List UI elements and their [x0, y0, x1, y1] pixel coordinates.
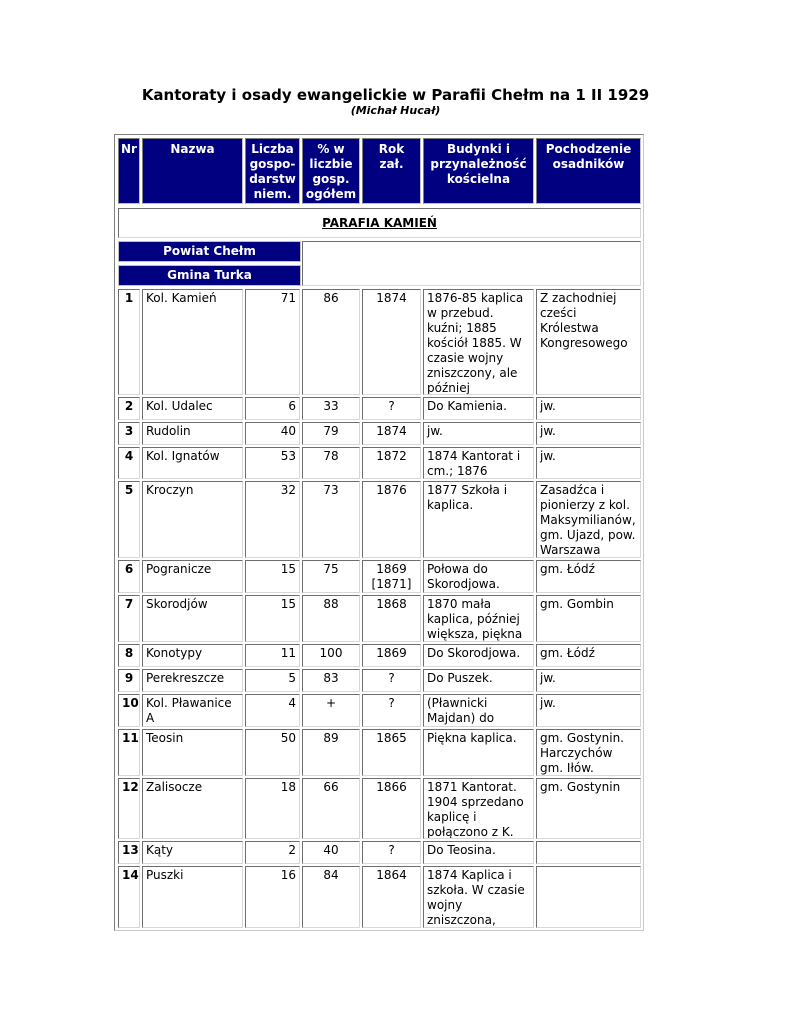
- powiat-band: Powiat Chełm: [118, 241, 301, 262]
- cell-nr: 1: [118, 289, 140, 395]
- header-procent: % w liczbie gosp. ogółem: [302, 138, 360, 204]
- cell-budynki: Połowa do Skorodjowa.: [423, 560, 534, 593]
- cell-pochodzenie: [536, 841, 641, 864]
- cell-nazwa: Perekreszcze: [142, 669, 243, 692]
- cell-nazwa: Skorodjów: [142, 595, 243, 642]
- cell-liczba: 15: [245, 560, 300, 593]
- cell-rok: ?: [362, 669, 421, 692]
- cell-rok: ?: [362, 694, 421, 727]
- cell-budynki: 1871 Kantorat. 1904 sprzedano kaplicę i połączono z K.: [423, 778, 534, 839]
- cell-nr: 6: [118, 560, 140, 593]
- cell-procent: 89: [302, 729, 360, 776]
- cell-liczba: 16: [245, 866, 300, 928]
- cell-liczba: 6: [245, 397, 300, 420]
- cell-liczba: 40: [245, 422, 300, 445]
- header-liczba: Liczba gospo-darstw niem.: [245, 138, 300, 204]
- cell-budynki: Do Skorodjowa.: [423, 644, 534, 667]
- cell-pochodzenie: Z zachodniej cześci Królestwa Kongresowego: [536, 289, 641, 395]
- cell-rok: 1876: [362, 481, 421, 558]
- cell-procent: 84: [302, 866, 360, 928]
- cell-procent: 73: [302, 481, 360, 558]
- cell-budynki: 1874 Kantorat i cm.; 1876: [423, 447, 534, 479]
- cell-nr: 7: [118, 595, 140, 642]
- cell-liczba: 32: [245, 481, 300, 558]
- cell-budynki: 1870 mała kaplica, później większa, piękna: [423, 595, 534, 642]
- cell-rok: 1866: [362, 778, 421, 839]
- cell-procent: 83: [302, 669, 360, 692]
- cell-nazwa: Konotypy: [142, 644, 243, 667]
- cell-pochodzenie: jw.: [536, 397, 641, 420]
- cell-budynki: 1876-85 kaplica w przebud. kuźni; 1885 kościół 1885. W czasie wojny zniszczony, ale później: [423, 289, 534, 395]
- cell-procent: 86: [302, 289, 360, 395]
- cell-nr: 14: [118, 866, 140, 928]
- cell-rok: 1868: [362, 595, 421, 642]
- cell-liczba: 2: [245, 841, 300, 864]
- cell-procent: 33: [302, 397, 360, 420]
- parafia-heading: PARAFIA KAMIEŃ: [118, 208, 641, 238]
- cell-procent: 78: [302, 447, 360, 479]
- cell-pochodzenie: Zasadźca i pionierzy z kol. Maksymilianów, gm. Ujazd, pow. Warszawa: [536, 481, 641, 558]
- cell-procent: 100: [302, 644, 360, 667]
- cell-budynki: Do Kamienia.: [423, 397, 534, 420]
- cell-pochodzenie: [536, 866, 641, 928]
- cell-pochodzenie: jw.: [536, 694, 641, 727]
- cell-liczba: 50: [245, 729, 300, 776]
- cell-budynki: 1874 Kaplica i szkoła. W czasie wojny zniszczona,: [423, 866, 534, 928]
- settlements-table: [114, 134, 644, 931]
- cell-nazwa: Rudolin: [142, 422, 243, 445]
- cell-liczba: 4: [245, 694, 300, 727]
- cell-pochodzenie: jw.: [536, 422, 641, 445]
- cell-procent: 88: [302, 595, 360, 642]
- cell-nr: 8: [118, 644, 140, 667]
- header-budynki: Budynki i przynależność kościelna: [423, 138, 534, 204]
- cell-rok: 1864: [362, 866, 421, 928]
- cell-pochodzenie: gm. Gombin: [536, 595, 641, 642]
- cell-liczba: 18: [245, 778, 300, 839]
- cell-liczba: 11: [245, 644, 300, 667]
- cell-budynki: 1877 Szkoła i kaplica.: [423, 481, 534, 558]
- header-nr: Nr: [118, 138, 140, 204]
- cell-budynki: Piękna kaplica.: [423, 729, 534, 776]
- cell-nr: 3: [118, 422, 140, 445]
- cell-procent: 40: [302, 841, 360, 864]
- cell-rok: ?: [362, 841, 421, 864]
- cell-rok: 1874: [362, 289, 421, 395]
- cell-nazwa: Kol. Kamień: [142, 289, 243, 395]
- cell-procent: 79: [302, 422, 360, 445]
- cell-nr: 9: [118, 669, 140, 692]
- header-pochodzenie: Pochodzenie osadników: [536, 138, 641, 204]
- cell-nazwa: Kroczyn: [142, 481, 243, 558]
- cell-nr: 11: [118, 729, 140, 776]
- cell-rok: 1874: [362, 422, 421, 445]
- cell-nazwa: Kol. Ignatów: [142, 447, 243, 479]
- header-rok: Rok zał.: [362, 138, 421, 204]
- cell-budynki: Do Teosina.: [423, 841, 534, 864]
- cell-nr: 10: [118, 694, 140, 727]
- cell-pochodzenie: gm. Gostynin: [536, 778, 641, 839]
- gmina-band: Gmina Turka: [118, 265, 301, 286]
- cell-rok: 1869 [1871]: [362, 560, 421, 593]
- cell-pochodzenie: gm. Łódź: [536, 644, 641, 667]
- cell-liczba: 15: [245, 595, 300, 642]
- cell-liczba: 5: [245, 669, 300, 692]
- cell-rok: 1869: [362, 644, 421, 667]
- cell-nr: 4: [118, 447, 140, 479]
- cell-nazwa: Kol. Udalec: [142, 397, 243, 420]
- cell-nazwa: Zalisocze: [142, 778, 243, 839]
- cell-pochodzenie: gm. Gostynin. Harczychów gm. Iłów.: [536, 729, 641, 776]
- cell-nazwa: Kąty: [142, 841, 243, 864]
- cell-pochodzenie: gm. Łódź: [536, 560, 641, 593]
- cell-liczba: 71: [245, 289, 300, 395]
- cell-nazwa: Puszki: [142, 866, 243, 928]
- cell-nr: 12: [118, 778, 140, 839]
- cell-nr: 5: [118, 481, 140, 558]
- cell-nr: 2: [118, 397, 140, 420]
- cell-procent: 66: [302, 778, 360, 839]
- cell-pochodzenie: jw.: [536, 669, 641, 692]
- cell-rok: 1872: [362, 447, 421, 479]
- blank-region-cell: [302, 241, 641, 286]
- cell-nazwa: Teosin: [142, 729, 243, 776]
- page-title: Kantoraty i osady ewangelickie w Parafii Chełm na 1 II 1929: [141, 86, 650, 104]
- cell-liczba: 53: [245, 447, 300, 479]
- cell-nazwa: Kol. Pławanice A: [142, 694, 243, 727]
- header-nazwa: Nazwa: [142, 138, 243, 204]
- page-subtitle: (Michał Hucał): [350, 104, 441, 117]
- cell-budynki: jw.: [423, 422, 534, 445]
- cell-pochodzenie: jw.: [536, 447, 641, 479]
- cell-procent: +: [302, 694, 360, 727]
- cell-procent: 75: [302, 560, 360, 593]
- cell-rok: 1865: [362, 729, 421, 776]
- cell-rok: ?: [362, 397, 421, 420]
- cell-budynki: Do Puszek.: [423, 669, 534, 692]
- cell-nr: 13: [118, 841, 140, 864]
- cell-nazwa: Pogranicze: [142, 560, 243, 593]
- cell-budynki: (Pławnicki Majdan) do: [423, 694, 534, 727]
